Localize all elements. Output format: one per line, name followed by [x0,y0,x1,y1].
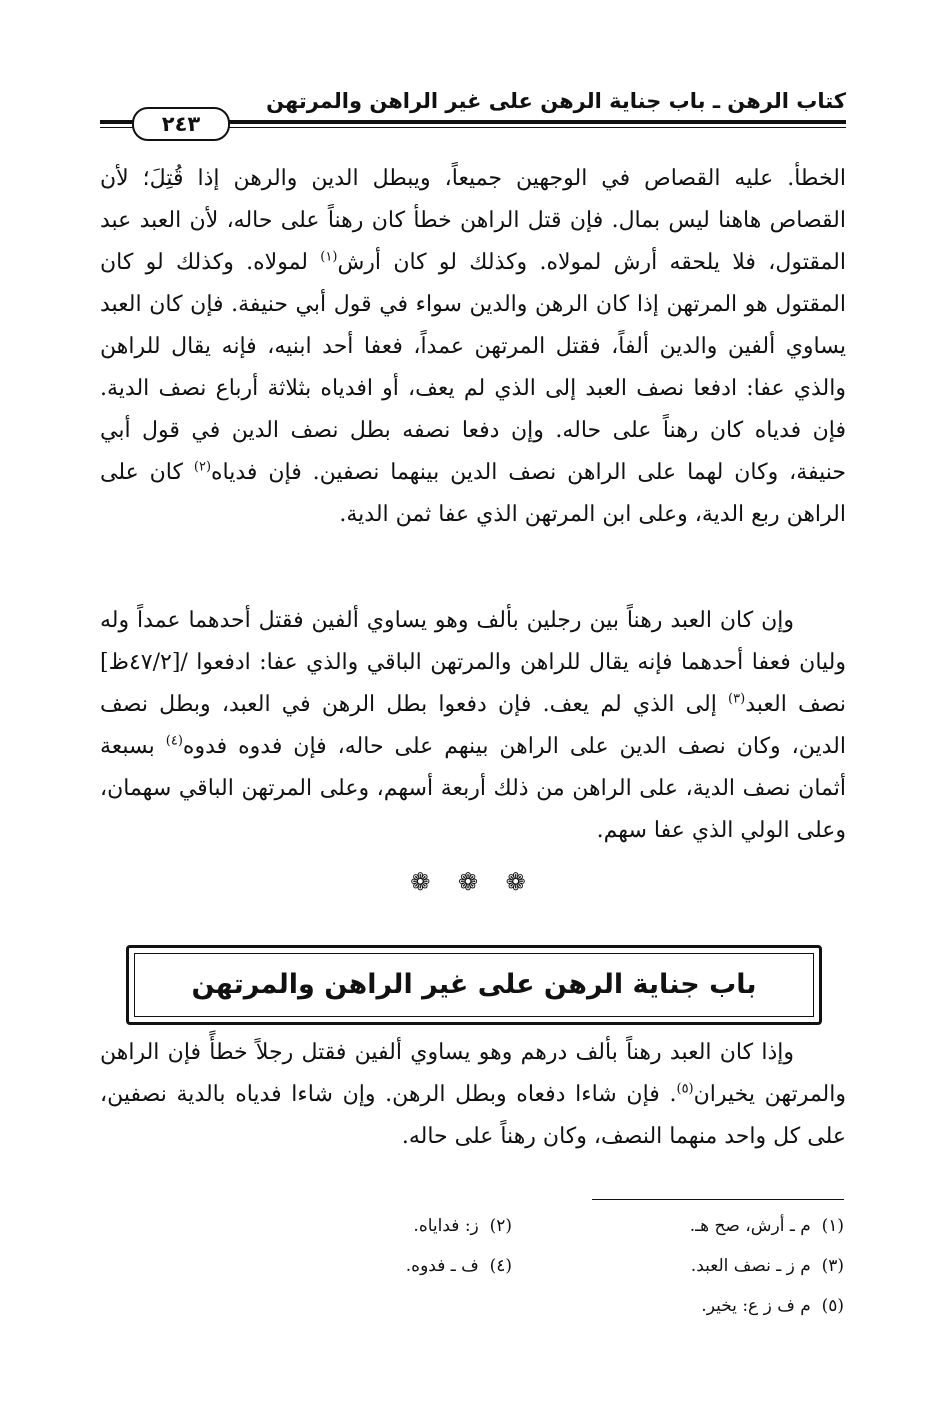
paragraph-1 [100,158,846,536]
paragraph-2-part-b: إلى الذي لم يعف. فإن دفعوا بطل الرهن في العبد، وبطل نصف الدين، وكان نصف الدين على الراهن بينهم على حاله، فإن فدوه فدوه [100,692,846,759]
paragraph-1-part-c: كان على الراهن ربع الدية، وعلى ابن المرتهن الذي عفا ثمن الدية. [100,460,846,527]
footnote-1 [690,1214,844,1238]
section-title: باب جناية الرهن على غير الراهن والمرتهن [191,969,757,1000]
footnote-ref-2: (٢) [193,459,212,475]
paragraph-1-part-a: الخطأ. عليه القصاص في الوجهين جميعاً، ويبطل الدين والرهن إذا قُتِلَ؛ لأن القصاص هاهنا ليس بمال. فإن قتل الراهن خطأ كان رهناً على حاله، لأن العبد عبد المقتول، فلا يلحقه أرش لمولاه. وكذلك لو كان أرش [100,166,846,275]
footnote-number: (٢) [489,1216,512,1236]
footnote-text: ز: فداياه. [413,1216,479,1236]
paragraph-2 [100,600,846,852]
paragraph-3-part-a: وإذا كان العبد رهناً بألف درهم وهو يساوي ألفين فقتل رجلاً خطأً فإن الراهن والمرتهن يخيران [100,1040,846,1107]
footnote-ref-3: (٣) [728,691,746,707]
paragraph-3-part-b: . فإن شاءا دفعاه وبطل الرهن. وإن شاءا فدياه بالدية نصفين، على كل واحد منهما النصف، وكان رهناً على حاله. [100,1082,846,1149]
footnote-5 [701,1294,844,1318]
paragraph-1-part-b: لمولاه. وكذلك لو كان المقتول هو المرتهن إذا كان الرهن والدين سواء في قول أبي حنيفة. فإن كان العبد يساوي ألفين والدين ألفاً، فقتل المرتهن عمداً، فعفا أحد ابنيه، فإنه يقال للراهن والذي عفا: ادفعا نصف العبد إلى الذي لم يعف، أو افدياه بثلاثة أرباع نصف الدية. فإن فدياه كان رهناً على حاله. وإن دفعا نصفه بطل نصف الدين في قول أبي حنيفة، وكان لهما على الراهن نصف الدين بينهما نصفين. فإن فدياه [100,250,846,485]
running-header: كتاب الرهن ـ باب جناية الرهن على غير الراهن والمرتهن [266,89,846,113]
page-number: ٢٤٣ [132,107,230,141]
section-separator: ❁ ❁ ❁ [410,868,536,896]
paragraph-2-part-c: بسبعة أثمان نصف الدية، على الراهن من ذلك أربعة أسهم، وعلى المرتهن الباقي سهمان، وعلى الولي الذي عفا سهم. [100,734,846,843]
footnote-number: (٤) [489,1256,512,1276]
paragraph-2-part-a: وإن كان العبد رهناً بين رجلين بألف وهو يساوي ألفين فقتل أحدهما عمداً وله وليان فعفا أحدهما فإنه يقال للراهن والمرتهن الباقي والذي عفا: ادفعوا /[٤٧/٢ظ] نصف العبد [100,608,846,717]
paragraph-3 [100,1032,846,1158]
footnote-number: (٣) [821,1256,844,1276]
section-title-box [126,945,822,1025]
footnote-4 [406,1254,512,1278]
footnote-2 [413,1214,512,1238]
footnote-number: (١) [821,1216,844,1236]
footnote-number: (٥) [821,1296,844,1316]
footnote-text: ف ـ فدوه. [405,1256,479,1276]
footnote-rule [592,1199,844,1200]
footnote-3 [691,1254,844,1278]
footnote-text: م ـ أرش، صح هـ. [689,1216,811,1236]
footnote-ref-1: (١) [320,249,338,265]
footnote-text: م ز ـ نصف العبد. [690,1256,811,1276]
footnote-ref-4: (٤) [165,733,183,749]
footnote-text: م ف ز ع: يخير. [701,1296,811,1316]
footnote-ref-5: (٥) [676,1081,694,1097]
